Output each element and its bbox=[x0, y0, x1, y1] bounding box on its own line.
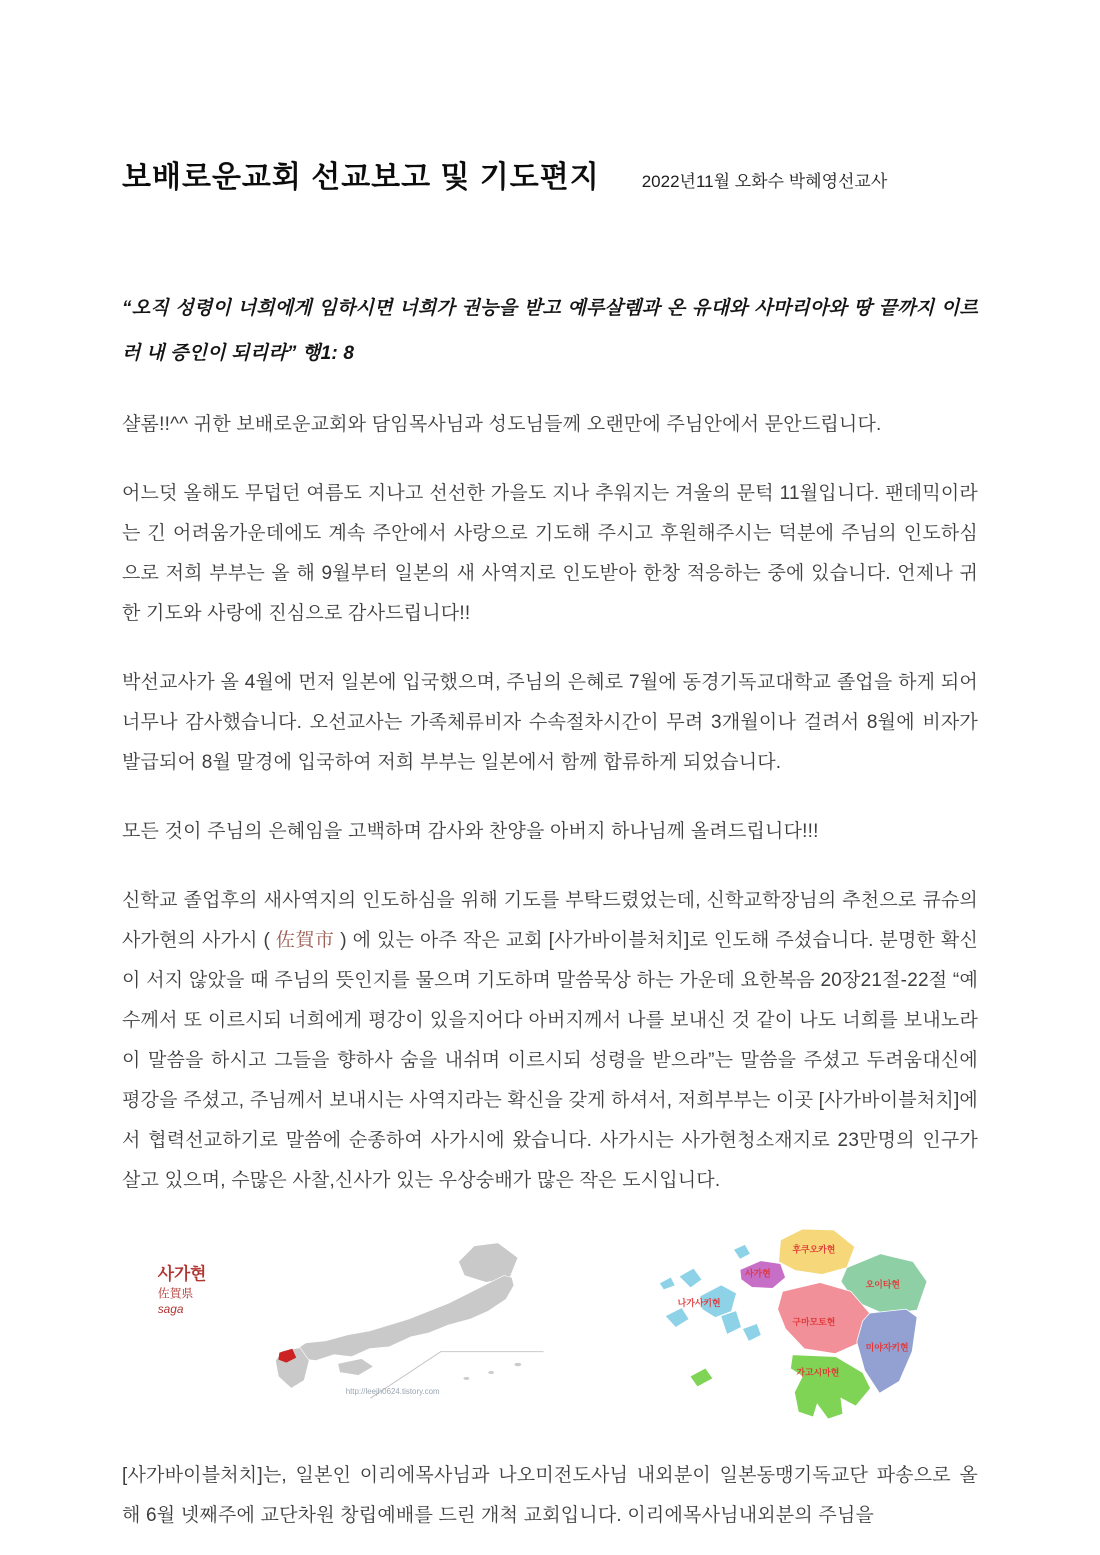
japan-small-island bbox=[463, 1377, 469, 1380]
japan-map-label-japanese: 佐賀県 bbox=[157, 1286, 194, 1301]
japan-map-label-korean: 사가현 bbox=[157, 1264, 207, 1284]
scripture-quote: “오직 성령이 너희에게 임하시면 너희가 권능을 받고 예루살렘과 온 유대와 사마리아와 땅 끝까지 이르러 내 증인이 되리라” 행1: 8 bbox=[122, 298, 978, 364]
label-oita: 오이타현 bbox=[865, 1279, 900, 1290]
saga-text-after: ) 에 있는 아주 작은 교회 [사가바이블처치]로 인도해 주셨습니다. 분명한 확신이 서지 않았을 때 주님의 뜻인지를 물으며 기도하며 말씀묵상 하는 가운데 요한복음 20장21절-22절 “예수께서 또 이르시되 너희에게 평강이 있을지어다 아버지께서 나를 보내신 것 같이 나도 너희를 보내노라 이 말씀을 하시고 그들을 향하사 숨을 내쉬며 이르시되 성령을 받으라”는 말씀을 주셨고 두려움대신에 평강을 주셨고, 주님께서 보내시는 사역지라는 확신을 갖게 하셔서, 저희부부는 이곳 [사가바이블처치]에서 협력선교하기로 말씀에 순종하여 사가시에 왔습니다. 사가시는 사가현청소재지로 23만명의 인구가 살고 있으며, 수많은 사찰,신사가 있는 우상숭배가 많은 작은 도시입니다. bbox=[122, 930, 979, 1191]
label-kumamoto: 구마모토현 bbox=[791, 1316, 835, 1327]
paragraph-autumn-update: 어느덧 올해도 무덥던 여름도 지나고 선선한 가을도 지나 추워지는 겨울의 문턱 11월입니다. 팬데믹이라는 긴 어려움가운데에도 계속 주안에서 사랑으로 기도해 주시고 후원해주시는 덕분에 주님의 인도하심으로 저희 부부는 올 해 9월부터 일본의 새 사역지로 인도받아 한창 적응하는 중에 있습니다. 언제나 귀한 기도와 사랑에 진심으로 감사드립니다!! bbox=[122, 483, 978, 624]
japan-map-watermark: http://leejh0624.tistory.com bbox=[345, 1387, 440, 1397]
label-nagasaki: 나가사키현 bbox=[677, 1298, 721, 1309]
page-title: 보배로운교회 선교보고 및 기도편지 bbox=[122, 161, 600, 194]
label-miyazaki: 미야자키현 bbox=[865, 1342, 909, 1353]
paragraph-visa-journey: 박선교사가 올 4월에 먼저 일본에 입국했으며, 주님의 은혜로 7월에 동경기독교대학교 졸업을 하게 되어 너무나 감사했습니다. 오선교사는 가족체류비자 수속절차시간이 무려 3개월이나 걸려서 8월에 비자가 발급되어 8월 말경에 입국하여 저희 부부는 일본에서 함께 합류하게 되었습니다. bbox=[122, 672, 978, 773]
saga-city-japanese: 佐賀市 bbox=[275, 930, 335, 951]
japan-shikoku-shape bbox=[338, 1359, 374, 1376]
paragraph-church-intro: [사가바이블처치]는, 일본인 이리에목사님과 나오미전도사님 내외분이 일본동맹기독교단 파송으로 올 해 6월 넷째주에 교단차원 창립예배를 드린 개척 교회입니다. 이리에목사님내외분의 주님을 bbox=[122, 1465, 978, 1526]
label-saga: 사가현 bbox=[744, 1268, 771, 1279]
label-fukuoka: 후쿠오카현 bbox=[791, 1244, 835, 1255]
japan-honshu-shape bbox=[292, 1275, 514, 1360]
document-header bbox=[122, 160, 978, 196]
kyushu-kagoshima-island bbox=[690, 1369, 712, 1387]
kyushu-kagoshima-shape bbox=[790, 1355, 870, 1419]
kyushu-prefectures-map-image bbox=[646, 1221, 978, 1427]
label-kagoshima: 가고시마현 bbox=[795, 1367, 839, 1378]
paragraph-saga-calling bbox=[122, 881, 978, 1201]
japan-saga-map-image bbox=[130, 1237, 546, 1407]
paragraph-greeting: 샬롬!!^^ 귀한 보배로운교회와 담임목사님과 성도님들께 오랜만에 주님안에서 문안드립니다. bbox=[122, 414, 882, 435]
japan-small-island bbox=[514, 1363, 521, 1367]
byline-date-author: 2022년11월 오화수 박혜영선교사 bbox=[641, 172, 888, 191]
kyushu-nagasaki-shape bbox=[659, 1245, 760, 1341]
saga-text-before: 신학교 졸업후의 새사역지의 인도하심을 위해 기도를 부탁드렸었는데, 신학교학장님의 추천으로 큐슈의 사가현의 사가시 ( bbox=[122, 890, 978, 951]
japan-small-island bbox=[488, 1371, 494, 1374]
paragraph-thanksgiving: 모든 것이 주님의 은혜임을 고백하며 감사와 찬양을 아버지 하나님께 올려드립니다!!! bbox=[122, 821, 819, 842]
japan-map-label-english: saga bbox=[157, 1302, 184, 1317]
maps-row bbox=[122, 1237, 978, 1427]
